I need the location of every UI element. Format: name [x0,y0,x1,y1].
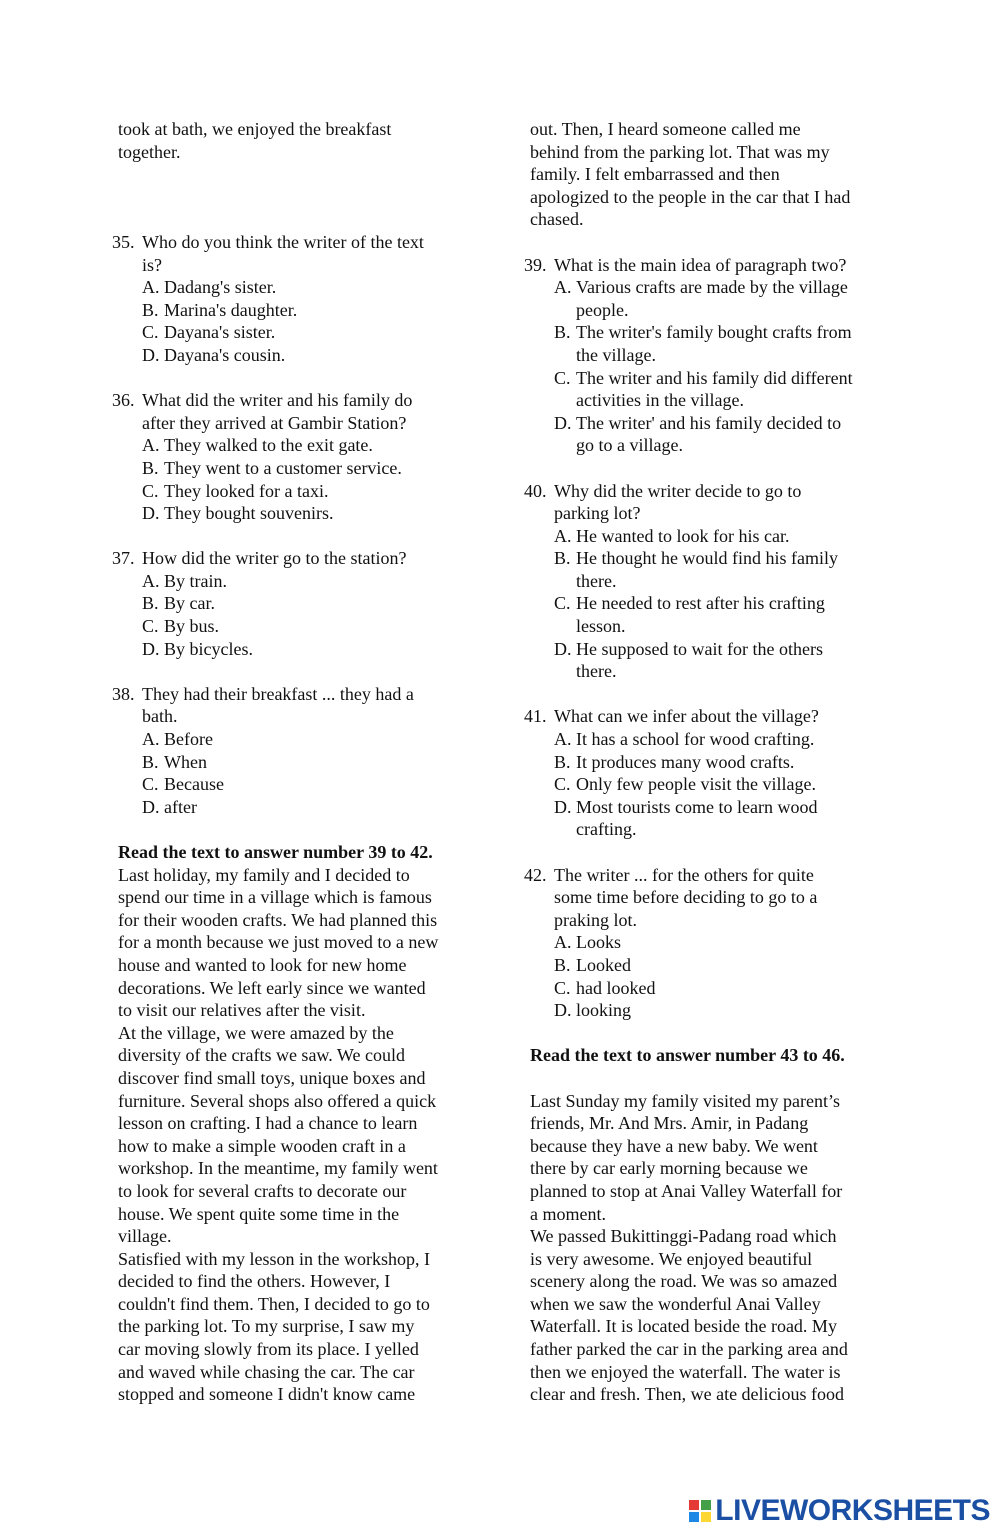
passage-line: out. Then, I heard someone called me [530,119,801,139]
option-c[interactable]: C. They looked for a taxi. [142,480,329,501]
passage-line: planned to stop at Anai Valley Waterfall for [530,1180,843,1201]
passage-line: family. I felt embarrassed and then [530,164,780,185]
passage-line: lesson on crafting. I had a chance to learn [118,1113,418,1134]
reading-passage [530,1090,895,1406]
reading-heading: Read the text to answer number 39 to 42. [118,842,433,862]
option-b[interactable]: B. The writer's family bought crafts from the village. [554,322,852,365]
passage-line: At the village, we were amazed by the [118,1022,394,1043]
passage-line: friends, Mr. And Mrs. Amir, in Padang [530,1113,809,1134]
reading-passage [118,864,478,1406]
option-c[interactable]: C. Only few people visit the village. [554,774,816,795]
option-a[interactable]: A. Before [142,729,213,750]
text-line: took at bath, we enjoyed the breakfast [118,119,392,139]
option-a[interactable]: A. They walked to the exit gate. [142,435,373,456]
option-a[interactable]: A. It has a school for wood crafting. [554,729,815,750]
question-text: bath. [142,706,178,727]
left-column [112,118,478,1406]
logo-squares-icon [689,1500,711,1522]
passage-line: and waved while chasing the car. The car [118,1361,415,1382]
text-line: together. [118,141,181,162]
passage-line: village. [118,1226,172,1247]
logo-square [689,1500,699,1510]
question-number: 39. [524,254,547,275]
question-text: How did the writer go to the station? [142,548,407,569]
passage-line: house and wanted to look for new home [118,954,407,975]
question-text: is? [142,254,162,275]
option-a[interactable]: A. Looks [554,932,621,953]
option-d[interactable]: D. By bicycles. [142,638,253,659]
question-text: They had their breakfast ... they had a [142,683,414,704]
passage-line: Last Sunday my family visited my parent’s [530,1090,840,1111]
option-c[interactable]: C. had looked [554,977,656,998]
liveworksheets-logo[interactable] [689,1491,990,1531]
passage-line: because they have a new baby. We went [530,1135,818,1156]
passage-line: chased. [530,209,584,230]
passage-line: clear and fresh. Then, we ate delicious food [530,1384,845,1405]
passage-line: when we saw the wonderful Anai Valley [530,1293,821,1314]
question-38 [112,683,478,819]
passage-line: decorations. We left early since we wanted [118,977,426,998]
question-text: Who do you think the writer of the text [142,231,424,252]
option-c[interactable]: C. By bus. [142,616,220,637]
passage-line: apologized to the people in the car that I had [530,186,851,207]
option-c[interactable]: C. Because [142,774,224,795]
passage-line: is very awesome. We enjoyed beautiful [530,1248,813,1269]
question-number: 37. [112,548,135,569]
question-41 [524,705,895,841]
right-column [524,118,895,1406]
question-number: 41. [524,706,547,727]
passage-line: stopped and someone I didn't know came [118,1384,416,1405]
question-42 [524,864,895,1022]
question-text: What can we infer about the village? [554,706,819,727]
passage-line: a moment. [530,1203,606,1224]
option-d[interactable]: D. He supposed to wait for the others there. [554,638,823,682]
intro-text [118,118,478,163]
passage-line: the parking lot. To my surprise, I saw my [118,1316,415,1337]
logo-square [689,1512,699,1522]
passage-line: behind from the parking lot. That was my [530,141,830,162]
option-a[interactable]: A. By train. [142,570,227,591]
passage-line: for a month because we just moved to a new [118,932,439,953]
option-d[interactable]: D. They bought souvenirs. [142,503,334,524]
passage-line: Last holiday, my family and I decided to [118,864,410,885]
question-number: 42. [524,864,547,885]
option-b[interactable]: B. When [142,751,207,772]
passage-line: how to make a simple wooden craft in a [118,1135,406,1156]
question-37 [112,547,478,660]
continued-passage [530,118,895,231]
question-text: praking lot. [554,909,637,930]
question-text: What did the writer and his family do [142,390,413,411]
passage-line: car moving slowly from its place. I yelled [118,1339,419,1360]
passage-line: furniture. Several shops also offered a quick [118,1090,437,1111]
option-c[interactable]: C. Dayana's sister. [142,322,276,343]
passage-line: spend our time in a village which is famous [118,887,432,908]
passage-line: We passed Bukittinggi-Padang road which [530,1226,837,1247]
question-text: The writer ... for the others for quite [554,864,814,885]
question-35 [112,231,478,367]
brand-name: LIVEWORKSHEETS [715,1493,990,1527]
question-number: 38. [112,683,135,704]
passage-line: Waterfall. It is located beside the road. My [530,1316,837,1337]
passage-line: there by car early morning because we [530,1158,808,1179]
question-number: 40. [524,480,547,501]
option-a[interactable]: A. Dadang's sister. [142,277,277,298]
logo-square [701,1500,711,1510]
passage-line: scenery along the road. We was so amazed [530,1271,838,1292]
passage-line: to visit our relatives after the visit. [118,1000,366,1021]
option-d[interactable]: D. looking [554,1000,632,1021]
question-text: Why did the writer decide to go to [554,480,802,501]
passage-line: decided to find the others. However, I [118,1271,391,1292]
passage-line: diversity of the crafts we saw. We could [118,1045,405,1066]
option-b[interactable]: B. He thought he would find his family there. [554,548,838,591]
question-text: parking lot? [554,503,641,524]
question-text: some time before deciding to go to a [554,887,818,908]
option-d[interactable]: D. Dayana's cousin. [142,344,286,365]
option-b[interactable]: B. It produces many wood crafts. [554,751,795,772]
question-number: 35. [112,231,135,252]
option-d[interactable]: D. The writer' and his family decided to go to a village. [554,412,842,456]
logo-square [701,1512,711,1522]
option-b[interactable]: B. Looked [554,954,631,975]
question-40 [524,480,895,683]
passage-line: discover find small toys, unique boxes and [118,1067,426,1088]
option-b[interactable]: B. By car. [142,593,215,614]
option-b[interactable]: B. They went to a customer service. [142,457,402,478]
passage-line: father parked the car in the parking area and [530,1339,848,1360]
reading-heading: Read the text to answer number 43 to 46. [530,1045,845,1066]
passage-line: for their wooden crafts. We had planned this [118,909,438,930]
passage-line: couldn't find them. Then, I decided to go to [118,1293,430,1314]
question-text: after they arrived at Gambir Station? [142,412,407,433]
question-number: 36. [112,390,135,411]
option-a[interactable]: A. He wanted to look for his car. [554,525,790,546]
passage-line: to look for several crafts to decorate our [118,1180,407,1201]
passage-line: then we enjoyed the waterfall. The water is [530,1361,841,1382]
passage-line: house. We spent quite some time in the [118,1203,400,1224]
question-text: What is the main idea of paragraph two? [554,254,847,275]
question-39 [524,254,895,457]
passage-line: Satisfied with my lesson in the workshop, I [118,1248,430,1269]
option-d[interactable]: D. Most tourists come to learn wood crafting. [554,796,818,840]
option-b[interactable]: B. Marina's daughter. [142,299,298,320]
option-d[interactable]: D. after [142,796,197,817]
option-c[interactable]: C. He needed to rest after his crafting lesson. [554,593,825,637]
passage-line: workshop. In the meantime, my family went [118,1158,438,1179]
question-36 [112,389,478,525]
option-c[interactable]: C. The writer and his family did different activities in the village. [554,367,853,411]
option-a[interactable]: A. Various crafts are made by the village people. [554,277,848,320]
